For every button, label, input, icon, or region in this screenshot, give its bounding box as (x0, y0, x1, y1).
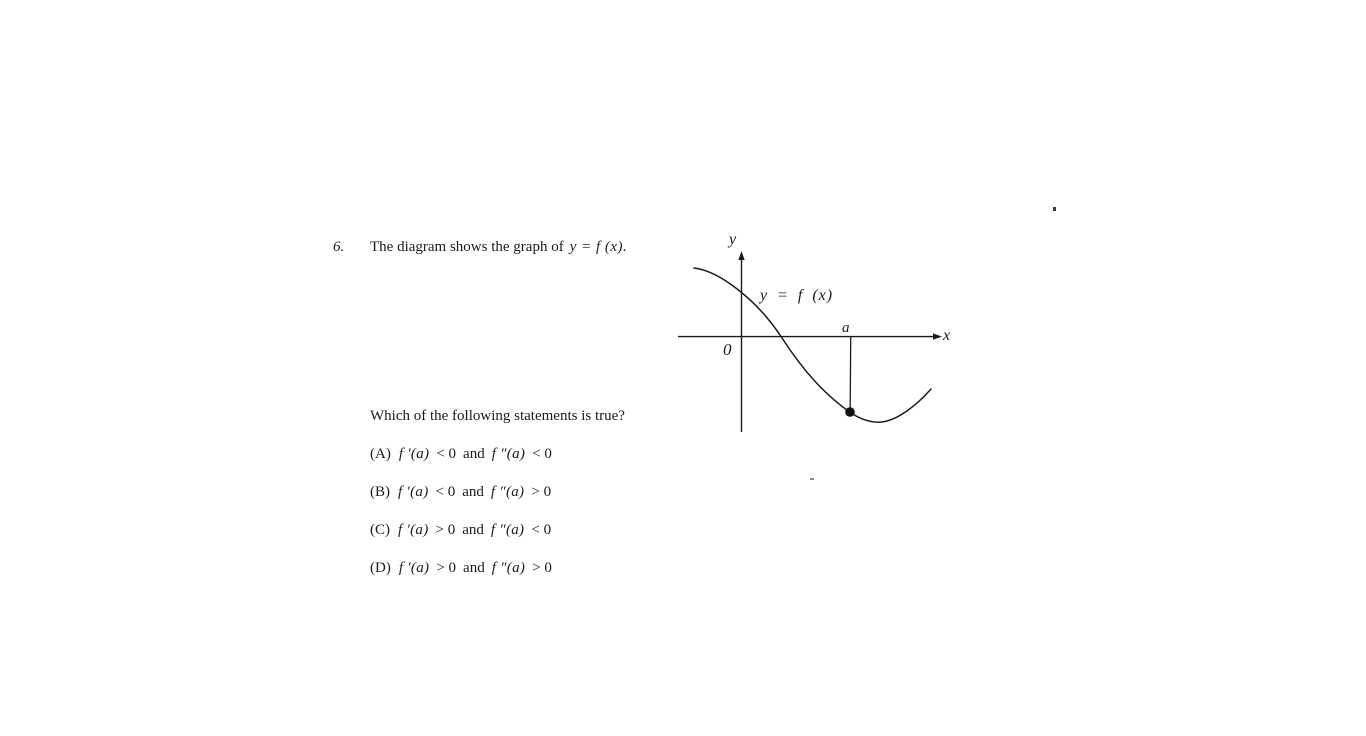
scan-speck (1053, 207, 1056, 211)
option-relation-2: < 0 (531, 522, 552, 538)
option-row-c (370, 522, 551, 539)
option-row-d (370, 560, 552, 577)
graph-canvas (670, 225, 970, 440)
question-stem-text: The diagram shows the graph of (370, 239, 564, 255)
question-number: 6. (333, 239, 345, 255)
option-label: (C) (370, 522, 390, 538)
option-conjunction: and (463, 446, 485, 462)
option-relation-2: < 0 (532, 446, 552, 462)
option-derivative-2: f ″(a) (490, 522, 525, 538)
option-derivative-2: f ″(a) (491, 560, 526, 576)
option-derivative-1: f ′(a) (398, 446, 430, 462)
option-derivative-2: f ″(a) (491, 446, 526, 462)
y-axis-arrow-icon (738, 251, 744, 260)
option-conjunction: and (462, 484, 484, 500)
option-label: (A) (370, 446, 391, 462)
question-stem (370, 239, 627, 256)
option-relation-2: > 0 (531, 484, 552, 500)
option-relation-1: < 0 (436, 446, 457, 462)
option-derivative-1: f ′(a) (398, 484, 429, 500)
curve-point-marker (845, 407, 855, 417)
option-conjunction: and (463, 560, 485, 576)
question-prompt: Which of the following statements is true? (370, 408, 625, 424)
curve-equation-label: y = f (x) (760, 287, 834, 304)
option-conjunction: and (462, 522, 484, 538)
point-a-label: a (842, 320, 850, 336)
scan-speck (810, 478, 814, 480)
origin-label: 0 (723, 340, 732, 359)
option-relation-1: > 0 (435, 522, 456, 538)
point-a-drop-line (850, 337, 851, 409)
option-relation-1: < 0 (435, 484, 456, 500)
question-stem-math: y = f (x). (569, 239, 628, 255)
y-axis-label: y (729, 231, 737, 248)
option-derivative-1: f ′(a) (398, 560, 430, 576)
option-derivative-2: f ″(a) (490, 484, 525, 500)
option-relation-1: > 0 (436, 560, 457, 576)
x-axis-label: x (943, 327, 951, 344)
option-label: (B) (370, 484, 390, 500)
option-row-b (370, 484, 551, 501)
option-derivative-1: f ′(a) (398, 522, 429, 538)
x-axis-arrow-icon (933, 333, 942, 339)
option-label: (D) (370, 560, 391, 576)
option-row-a (370, 446, 552, 463)
function-graph-figure (670, 225, 970, 440)
option-relation-2: > 0 (532, 560, 552, 576)
